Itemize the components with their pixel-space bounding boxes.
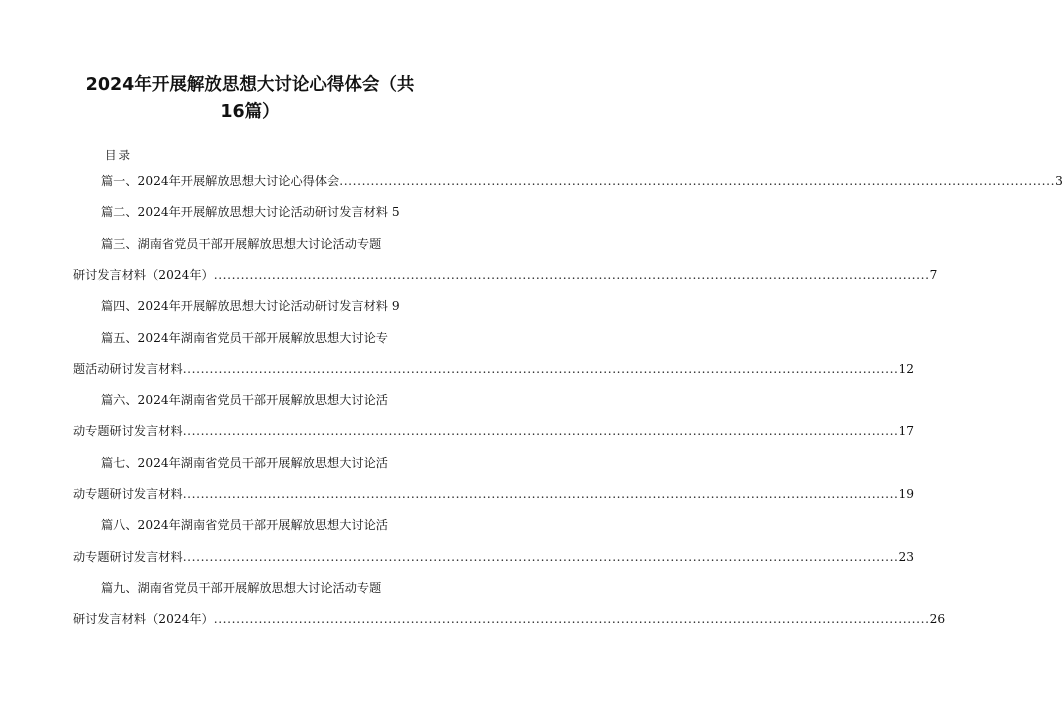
- toc-line[interactable]: [101, 580, 420, 596]
- toc-line-text: 篇六、2024年湖南省党员干部开展解放思想大讨论活: [101, 393, 388, 408]
- toc-page-number: 12: [898, 361, 915, 376]
- toc-leader-dots: ................................................................................................................................................................: [213, 267, 930, 282]
- toc-line-text: 篇七、2024年湖南省党员干部开展解放思想大讨论活: [101, 455, 388, 470]
- toc-line[interactable]: [73, 361, 915, 377]
- toc-heading: 目录: [105, 148, 132, 162]
- toc-line[interactable]: [101, 330, 420, 346]
- toc-line-text: 研讨发言材料（2024年）: [73, 267, 214, 282]
- toc-line-text: 动专题研讨发言材料: [73, 487, 183, 501]
- toc-line[interactable]: [73, 486, 915, 502]
- document-title: [60, 72, 440, 126]
- toc-page-number: 7: [929, 267, 938, 282]
- toc-leader-dots: ................................................................................................................................................................: [182, 424, 899, 439]
- title-line-1: 2024年开展解放思想大讨论心得体会（共: [85, 75, 415, 95]
- toc-line-text: 篇八、2024年湖南省党员干部开展解放思想大讨论活: [101, 518, 388, 533]
- toc-leader-dots: ................................................................................................................................................................: [213, 612, 930, 627]
- toc-page-number: 9: [391, 299, 400, 314]
- toc-line-text: 篇一、2024年开展解放思想大讨论心得体会: [101, 174, 340, 188]
- toc-line[interactable]: [73, 267, 938, 283]
- title-line-2: 16篇）: [220, 102, 280, 122]
- toc-page-number: 23: [898, 549, 915, 564]
- toc-line[interactable]: [101, 517, 420, 533]
- toc-leader-dots: ................................................................................................................................................................: [182, 549, 899, 564]
- toc-page-number: 5: [391, 205, 400, 220]
- toc-leader-dots: ................................................................................................................................................................: [182, 361, 899, 376]
- toc-line[interactable]: [101, 298, 400, 314]
- toc-line-text: 篇五、2024年湖南省党员干部开展解放思想大讨论专: [101, 330, 388, 345]
- toc-page-number: 19: [898, 487, 915, 501]
- toc-line[interactable]: [101, 236, 420, 252]
- toc-line-text: 动专题研讨发言材料: [73, 424, 183, 439]
- toc-page-number: 26: [929, 612, 946, 627]
- toc-line-text: 篇四、2024年开展解放思想大讨论活动研讨发言材料: [101, 299, 388, 314]
- toc-leader-dots: ................................................................................................................................................................: [182, 487, 899, 501]
- toc-page-number: 17: [898, 424, 915, 439]
- toc-line-text: 篇三、湖南省党员干部开展解放思想大讨论活动专题: [101, 236, 382, 251]
- toc-line-text: 题活动研讨发言材料: [73, 361, 183, 376]
- toc-line-text: 研讨发言材料（2024年）: [73, 612, 214, 627]
- toc-line[interactable]: [73, 423, 915, 439]
- toc-page-number: 3: [1055, 174, 1063, 188]
- toc-line[interactable]: [101, 204, 400, 220]
- toc-line-text: 篇二、2024年开展解放思想大讨论活动研讨发言材料: [101, 205, 388, 220]
- toc-line[interactable]: [101, 455, 420, 471]
- toc-line-text: 动专题研讨发言材料: [73, 549, 183, 564]
- toc-line[interactable]: [73, 549, 915, 565]
- toc-line[interactable]: [73, 611, 946, 627]
- toc-leader-dots: ................................................................................................................................................................: [339, 174, 1056, 188]
- toc-line[interactable]: [101, 173, 1063, 189]
- toc-line-text: 篇九、湖南省党员干部开展解放思想大讨论活动专题: [101, 580, 382, 595]
- toc-line[interactable]: [101, 392, 420, 408]
